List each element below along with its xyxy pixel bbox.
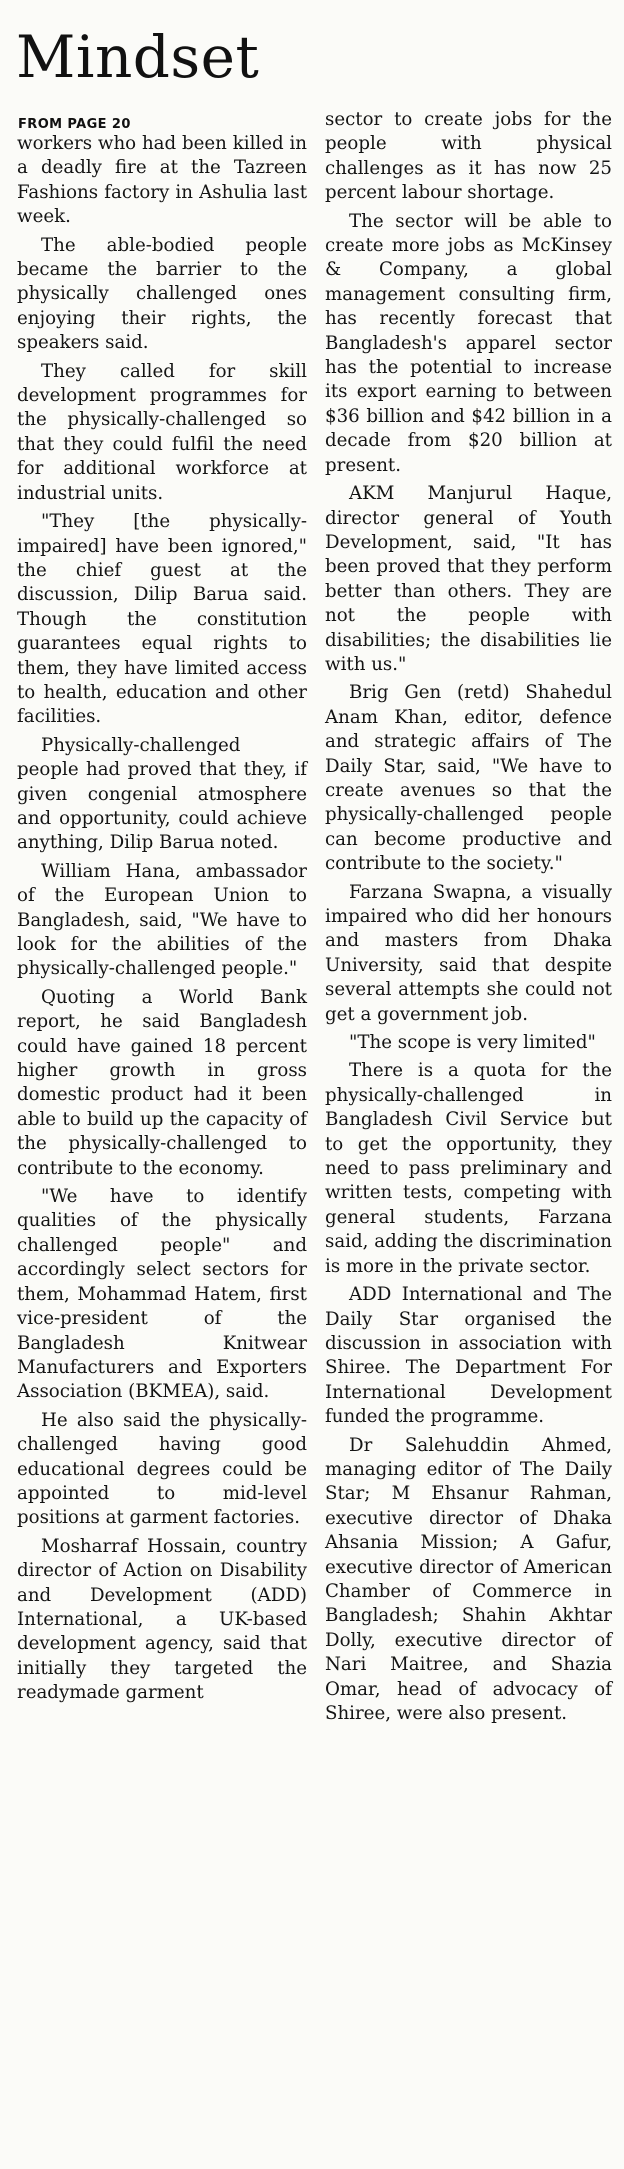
body-paragraph: Brig Gen (retd) Shahedul Anam Khan, editor, defence and strategic affairs of The Daily Star, said, "We have to create avenues so that the physically-challenged people can become productive and contribute to the society." (325, 682, 612, 875)
body-paragraph: workers who had been killed in a deadly fire at the Tazreen Fashions factory in Ashulia last week. (17, 133, 307, 228)
body-paragraph: ADD International and The Daily Star organised the discussion in association with Shiree. The Department For International Development funded the programme. (325, 1284, 612, 1428)
body-paragraph: The sector will be able to create more jobs as McKinsey & Company, a global management consulting firm, has recently forecast that Bangladesh's apparel sector has the potential to increase its export earning to between $36 billion and $42 billion in a decade from $20 billion at present. (325, 210, 612, 476)
body-paragraph: There is a quota for the physically-challenged in Bangladesh Civil Service but to get the opportunity, they need to pass preliminary and written tests, competing with general students, Farzana said, adding the discrimination is more in the private sector. (325, 1060, 612, 1277)
body-paragraph: "The scope is very limited" (349, 1032, 596, 1054)
body-paragraph: The able-bodied people became the barrier to the physically challenged ones enjoying their rights, the speakers said. (17, 234, 307, 354)
headline: Mindset (16, 23, 260, 91)
right-column (325, 108, 612, 1730)
body-paragraph: Quoting a World Bank report, he said Bangladesh could have gained 18 percent higher growth in gross domestic product had it been able to build up the capacity of the physically-challenged to contribute to the economy. (17, 986, 307, 1179)
body-paragraph: William Hana, ambassador of the European Union to Bangladesh, said, "We have to look for the abilities of the physically-challenged people." (17, 860, 307, 980)
left-column (17, 132, 307, 1710)
body-paragraph: They called for skill development programmes for the physically-challenged so that they could fulfil the need for additional workforce at industrial units. (17, 360, 307, 504)
continued-from-label: FROM PAGE 20 (18, 117, 131, 132)
body-paragraph: AKM Manjurul Haque, director general of Youth Development, said, "It has been proved that they perform better than others. They are not the people with disabilities; the disabilities lie with us." (325, 483, 612, 675)
body-paragraph: He also said the physically-challenged having good educational degrees could be appointed to mid-level positions at garment factories. (17, 1409, 307, 1529)
body-paragraph: Physically-challenged people had proved that they, if given congenial atmosphere and opportunity, could achieve anything, Dilip Barua noted. (17, 734, 307, 854)
body-paragraph: sector to create jobs for the people with physical challenges as it has now 25 percent labour shortage. (325, 109, 612, 204)
body-paragraph: "They [the physically-impaired] have been ignored," the chief guest at the discussion, Dilip Barua said. Though the constitution guarantees equal rights to them, they have limited access to health, education and other facilities. (17, 511, 307, 728)
body-paragraph: Mosharraf Hossain, country director of Action on Disability and Development (ADD) International, a UK-based development agency, said that initially they targeted the readymade garment (17, 1535, 307, 1704)
body-paragraph: "We have to identify qualities of the physically challenged people" and accordingly select sectors for them, Mohammad Hatem, first vice-president of the Bangladesh Knitwear Manufacturers and Exporters Association (BKMEA), said. (17, 1186, 307, 1403)
body-paragraph: Dr Salehuddin Ahmed, managing editor of The Daily Star; M Ehsanur Rahman, executive director of Dhaka Ahsania Mission; A Gafur, executive director of American Chamber of Commerce in Bangladesh; Shahin Akhtar Dolly, executive director of Nari Maitree, and Shazia Omar, head of advocacy of Shiree, were also present. (325, 1434, 612, 1724)
body-paragraph: Farzana Swapna, a visually impaired who did her honours and masters from Dhaka University, said that despite several attempts she could not get a government job. (325, 881, 612, 1025)
